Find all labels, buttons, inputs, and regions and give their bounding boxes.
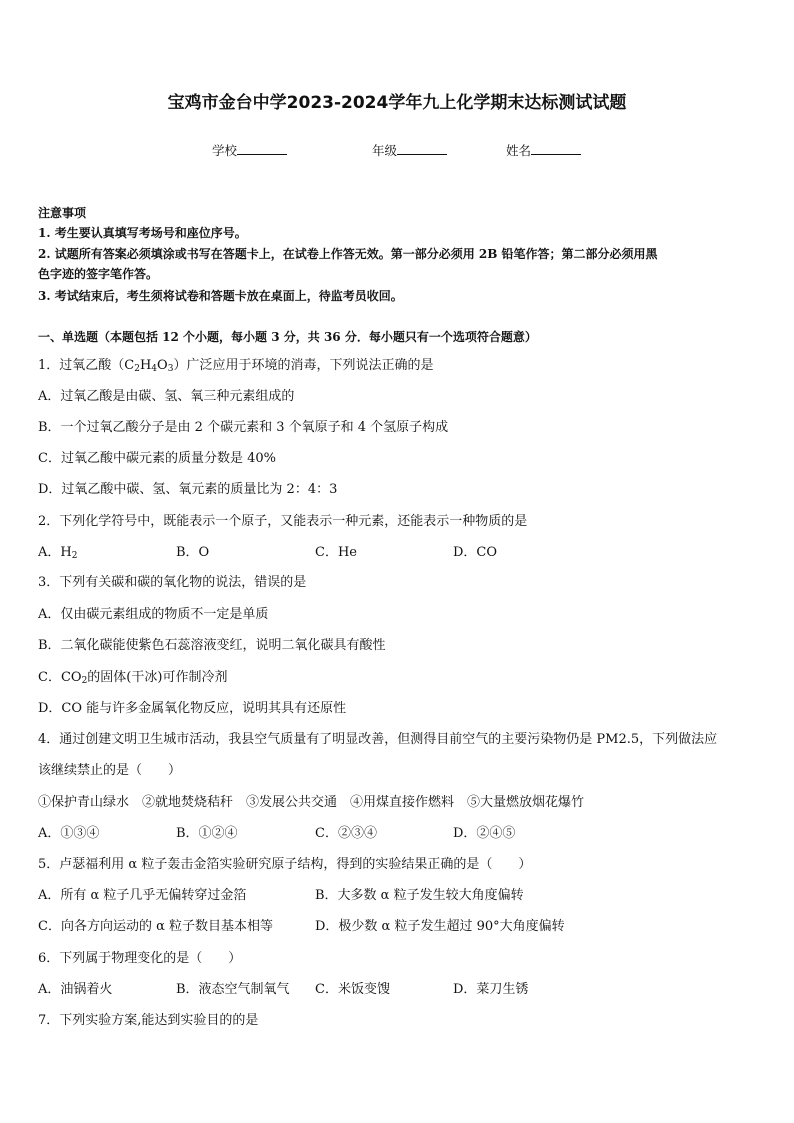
name-field	[506, 141, 581, 159]
question-5-option-c: C．向各方向运动的 α 粒子数目基本相等	[38, 919, 273, 934]
question-1-option-c: C．过氧乙酸中碳元素的质量分数是 40%	[38, 451, 276, 466]
exam-title: 宝鸡市金台中学2023-2024学年九上化学期末达标测试试题	[167, 93, 627, 113]
question-2-stem: 2．下列化学符号中，既能表示一个原子，又能表示一种元素，还能表示一种物质的是	[38, 514, 528, 529]
question-5-option-b: B．大多数 α 粒子发生较大角度偏转	[315, 888, 524, 903]
question-6-stem: 6．下列属于物理变化的是（ ）	[38, 951, 242, 966]
note-item: 1. 考生要认真填写考场号和座位序号。	[38, 226, 247, 240]
name-label: 姓名	[506, 143, 532, 158]
note-item: 3. 考试结束后，考生须将试卷和答题卡放在桌面上，待监考员收回。	[38, 289, 403, 303]
question-6-option-c: C．米饭变馊	[315, 982, 390, 997]
question-3-option-c: C．$CO_2$的固体(干冰)可作制冷剂	[38, 670, 228, 686]
question-4-stem-cont: 该继续禁止的是（ ）	[38, 763, 182, 778]
question-3-stem: 3．下列有关碳和碳的氧化物的说法，错误的是	[38, 575, 307, 590]
question-5-option-d: D．极少数 α 粒子发生超过 90°大角度偏转	[315, 919, 565, 934]
grade-field	[372, 141, 447, 159]
question-2-option-d: D．CO	[453, 545, 498, 560]
question-6-option-a: A．油锅着火	[38, 982, 113, 997]
school-label: 学校	[212, 143, 238, 158]
question-3-option-a: A．仅由碳元素组成的物质不一定是单质	[38, 607, 269, 622]
student-info-row	[0, 141, 794, 159]
question-2-option-c: C．He	[315, 545, 357, 560]
question-3-option-b: B．二氧化碳能使紫色石蕊溶液变红，说明二氧化碳具有酸性	[38, 638, 386, 653]
question-6-option-d: D．菜刀生锈	[453, 982, 529, 997]
question-2-option-b: B．O	[176, 545, 210, 560]
section-heading: 一、单选题（本题包括 12 个小题，每小题 3 分，共 36 分．每小题只有一个选项符合题意）	[38, 330, 537, 344]
question-3-option-d: D．CO 能与许多金属氧化物反应，说明其具有还原性	[38, 701, 347, 716]
question-4-stem: 4．通过创建文明卫生城市活动，我县空气质量有了明显改善，但测得目前空气的主要污染物仍是 PM2.5，下列做法应	[38, 732, 718, 747]
question-6-option-b: B．液态空气制氧气	[176, 982, 290, 997]
question-1-option-d: D．过氧乙酸中碳、氢、氧元素的质量比为 2：4：3	[38, 482, 338, 497]
question-1-stem: 1．过氧乙酸$(C_2H_4O_3)$广泛应用于环境的消毒，下列说法正确的是	[38, 358, 434, 374]
grade-blank	[397, 142, 447, 155]
name-blank	[531, 142, 581, 155]
note-item: 2. 试题所有答案必须填涂或书写在答题卡上，在试卷上作答无效。第一部分必须用 2B 铅笔作答；第二部分必须用黑	[38, 247, 658, 261]
school-field	[212, 141, 287, 159]
question-4-option-c: C．②③④	[315, 826, 377, 841]
question-5-option-a: A．所有 α 粒子几乎无偏转穿过金箔	[38, 888, 247, 903]
question-7-stem: 7．下列实验方案,能达到实验目的的是	[38, 1013, 259, 1028]
notes-heading: 注意事项	[38, 206, 87, 220]
question-2-option-a: A．$H_2$	[38, 545, 78, 561]
question-4-option-d: D．②④⑤	[453, 826, 516, 841]
question-1-option-a: A．过氧乙酸是由碳、氢、氧三种元素组成的	[38, 389, 295, 404]
question-4-items: ①保护青山绿水 ②就地焚烧秸秆 ③发展公共交通 ④用煤直接作燃料 ⑤大量燃放烟花爆竹	[38, 795, 585, 810]
question-1-option-b: B．一个过氧乙酸分子是由 2 个碳元素和 3 个氧原子和 4 个氢原子构成	[38, 420, 449, 435]
question-5-stem: 5．卢瑟福利用 α 粒子轰击金箔实验研究原子结构，得到的实验结果正确的是（ ）	[38, 857, 532, 872]
question-4-option-a: A．①③④	[38, 826, 100, 841]
school-blank	[237, 142, 287, 155]
grade-label: 年级	[372, 143, 398, 158]
question-4-option-b: B．①②④	[176, 826, 238, 841]
note-item: 色字迹的签字笔作答。	[38, 267, 159, 281]
